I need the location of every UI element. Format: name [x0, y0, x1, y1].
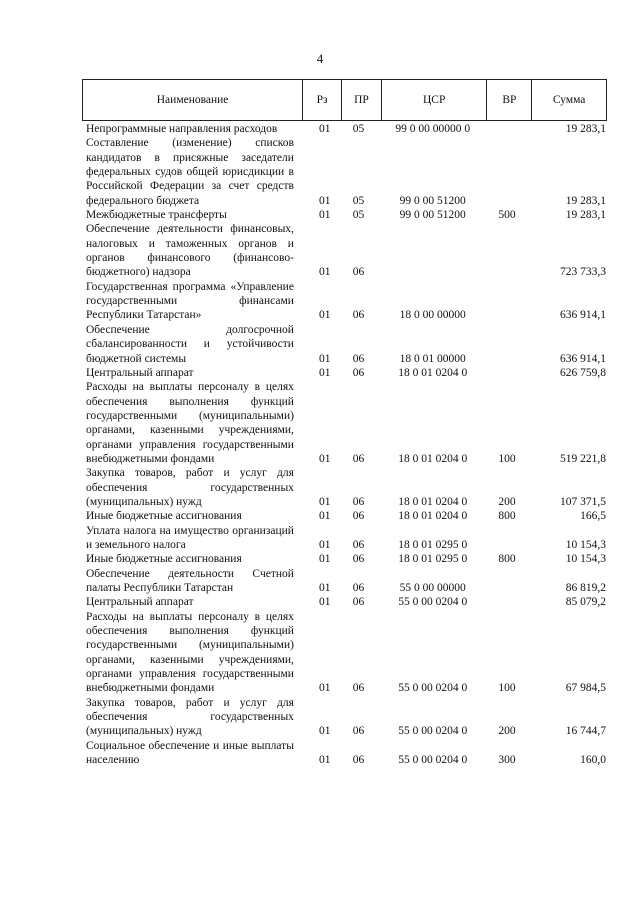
table-row	[86, 323, 606, 366]
cell-name: Обеспечение деятельности Счетной палаты Республики Татарстан	[86, 567, 294, 594]
table-row	[86, 610, 606, 696]
cell-rz: 01	[319, 366, 331, 379]
cell-sum: 160,0	[580, 754, 607, 767]
cell-csr: 18 0 01 0204 0	[398, 495, 468, 508]
cell-rz: 01	[319, 510, 331, 523]
cell-csr: 99 0 00 00000 0	[395, 123, 471, 135]
cell-vr: 200	[498, 725, 516, 738]
table-row	[86, 380, 606, 466]
table-row	[86, 280, 606, 323]
cell-sum: 19 283,1	[565, 209, 607, 222]
cell-name: Непрограммные направления расходов	[86, 123, 278, 135]
cell-vr: 300	[498, 754, 516, 767]
header-pr: ПР	[342, 80, 382, 120]
cell-rz: 01	[319, 266, 331, 279]
cell-csr: 18 0 01 0204 0	[398, 452, 468, 465]
cell-sum: 85 079,2	[565, 596, 607, 609]
cell-pr: 05	[352, 209, 365, 222]
cell-name: Центральный аппарат	[86, 366, 194, 379]
cell-vr: 800	[498, 553, 516, 566]
table-row	[86, 222, 606, 279]
table-row	[86, 595, 606, 609]
cell-pr: 06	[352, 725, 365, 738]
cell-name: Иные бюджетные ассигнования	[86, 553, 242, 566]
cell-name: Составление (изменение) списков кандидатов в присяжные заседатели федеральных судов общей юрисдикции в Российской Федерации за счет средств федерального бюджета	[86, 137, 294, 207]
cell-name: Уплата налога на имущество организаций и земельного налога	[86, 524, 294, 551]
header-vr: ВР	[487, 80, 532, 120]
cell-sum: 67 984,5	[565, 682, 607, 695]
table-row	[86, 567, 606, 596]
cell-csr: 18 0 01 0295 0	[398, 553, 468, 566]
table-row	[86, 208, 606, 222]
table-row	[86, 524, 606, 553]
table-row	[86, 739, 606, 768]
cell-sum: 19 283,1	[565, 123, 607, 135]
cell-pr: 06	[352, 538, 365, 551]
cell-rz: 01	[319, 553, 331, 566]
cell-pr: 06	[352, 682, 365, 695]
cell-name: Межбюджетные трансферты	[86, 209, 227, 222]
cell-sum: 10 154,3	[565, 538, 607, 551]
cell-rz: 01	[319, 725, 331, 738]
cell-sum: 723 733,3	[560, 266, 607, 279]
table-row	[86, 552, 606, 566]
cell-csr: 55 0 00 0204 0	[398, 596, 468, 609]
cell-pr: 06	[352, 495, 365, 508]
cell-name: Обеспечение деятельности финансовых, налоговых и таможенных органов и органов финансового (финансово-бюджетного) надзора	[86, 223, 294, 279]
cell-rz: 01	[319, 309, 331, 322]
header-rz: Рз	[303, 80, 342, 120]
table-row	[86, 136, 606, 208]
cell-csr: 55 0 00 0204 0	[398, 754, 468, 767]
cell-name: Иные бюджетные ассигнования	[86, 510, 242, 523]
cell-csr: 18 0 01 00000	[399, 352, 466, 365]
cell-pr: 06	[352, 352, 365, 365]
cell-pr: 06	[352, 366, 365, 379]
table-row	[86, 366, 606, 380]
cell-csr: 18 0 00 00000	[399, 309, 466, 322]
cell-sum: 16 744,7	[565, 725, 607, 738]
cell-name: Расходы на выплаты персоналу в целях обеспечения выполнения функций государственными (муниципальными) органами, казенными учреждениями, органами управления государственными внебюджетными фондами	[86, 610, 294, 695]
cell-sum: 86 819,2	[565, 582, 607, 594]
cell-sum: 626 759,8	[560, 366, 607, 379]
cell-pr: 06	[352, 452, 365, 465]
page-number: 4	[316, 51, 324, 66]
table-header	[82, 79, 607, 121]
cell-csr: 55 0 00 0204 0	[398, 682, 468, 695]
cell-sum: 10 154,3	[565, 553, 607, 566]
header-sum: Сумма	[552, 94, 586, 106]
cell-rz: 01	[319, 596, 331, 609]
cell-name: Государственная программа «Управление государственными финансами Республики Татарстан»	[86, 280, 294, 322]
cell-pr: 06	[352, 754, 365, 767]
cell-csr: 55 0 00 0204 0	[398, 725, 468, 738]
cell-pr: 06	[352, 553, 365, 566]
cell-name: Расходы на выплаты персоналу в целях обеспечения выполнения функций государственными (муниципальными) органами, казенными учреждениями, органами управления государственными внебюджетными фондами	[86, 381, 294, 465]
cell-vr: 200	[498, 495, 516, 508]
cell-vr: 100	[498, 682, 516, 695]
cell-name: Закупка товаров, работ и услуг для обеспечения государственных (муниципальных) нужд	[86, 467, 294, 508]
cell-pr: 06	[352, 596, 365, 609]
cell-rz: 01	[319, 194, 331, 207]
table-body	[86, 122, 606, 767]
cell-pr: 05	[352, 123, 365, 135]
cell-rz: 01	[319, 495, 331, 508]
cell-sum: 19 283,1	[565, 194, 607, 207]
cell-rz: 01	[319, 582, 331, 594]
cell-vr: 800	[498, 510, 516, 523]
cell-csr: 18 0 01 0295 0	[398, 538, 468, 551]
cell-rz: 01	[319, 123, 331, 135]
table-row	[86, 122, 606, 136]
cell-name: Закупка товаров, работ и услуг для обеспечения государственных (муниципальных) нужд	[86, 696, 294, 738]
cell-name: Обеспечение долгосрочной сбалансированности и устойчивости бюджетной системы	[86, 323, 294, 365]
cell-rz: 01	[319, 682, 331, 695]
table-row	[86, 696, 606, 739]
cell-name: Социальное обеспечение и иные выплаты населению	[86, 739, 294, 767]
cell-rz: 01	[319, 452, 331, 465]
cell-sum: 636 914,1	[560, 352, 607, 365]
cell-rz: 01	[319, 754, 331, 767]
cell-pr: 06	[352, 582, 365, 594]
cell-sum: 166,5	[580, 510, 607, 523]
header-name: Наименование	[83, 80, 303, 120]
cell-vr: 100	[498, 452, 516, 465]
cell-rz: 01	[319, 538, 331, 551]
cell-pr: 06	[352, 510, 365, 523]
cell-pr: 06	[352, 309, 365, 322]
cell-rz: 01	[319, 209, 331, 222]
cell-sum: 636 914,1	[560, 309, 607, 322]
cell-csr: 55 0 00 00000	[399, 582, 466, 594]
table-row	[86, 509, 606, 523]
cell-csr: 18 0 01 0204 0	[398, 510, 468, 523]
cell-csr: 99 0 00 51200	[399, 194, 466, 207]
cell-name: Центральный аппарат	[86, 596, 194, 609]
cell-csr: 99 0 00 51200	[399, 209, 466, 222]
header-csr: ЦСР	[382, 80, 488, 120]
table-row	[86, 466, 606, 509]
cell-csr: 18 0 01 0204 0	[398, 366, 468, 379]
cell-sum: 107 371,5	[560, 495, 607, 508]
cell-vr: 500	[498, 209, 516, 222]
cell-pr: 06	[352, 266, 365, 279]
cell-sum: 519 221,8	[560, 452, 607, 465]
cell-pr: 05	[352, 194, 365, 207]
cell-rz: 01	[319, 352, 331, 365]
